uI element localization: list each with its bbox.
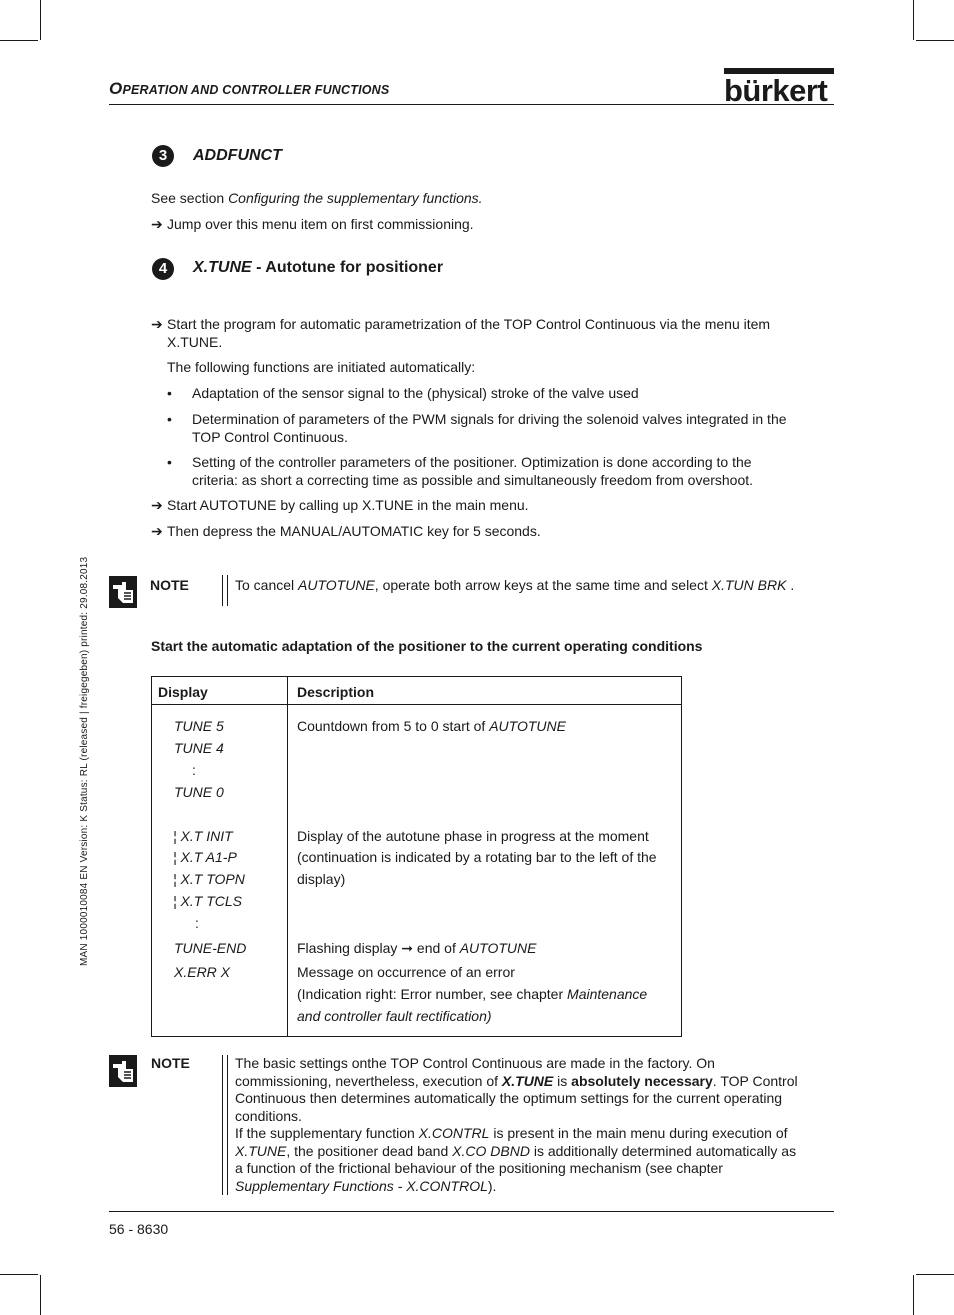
phase-code: X.T TOPN — [180, 871, 245, 887]
display-phase — [173, 890, 242, 912]
crop-mark-bl-v — [40, 1275, 41, 1315]
note-text: is additionally determined automatically as — [529, 1142, 797, 1159]
page-header-title — [109, 79, 389, 99]
bullet-text: Determination of parameters of the PWM signals for driving the solenoid valves integrated in the — [192, 411, 787, 427]
phase-code: X.T TCLS — [180, 893, 242, 909]
note-text: To cancel — [235, 577, 299, 593]
section-number-badge: 3 — [152, 145, 174, 167]
note-text: conditions. — [235, 1107, 302, 1124]
table-heading: Start the automatic adaptation of the positioner to the current operating conditions — [151, 638, 703, 654]
see-section-link: Configuring the supplementary functions. — [228, 190, 483, 206]
header-title-rest: PERATION AND CONTROLLER FUNCTIONS — [122, 83, 390, 97]
note-basic-settings — [235, 1055, 833, 1195]
note-text: . — [786, 577, 795, 593]
phase-code: X.T INIT — [180, 828, 233, 844]
arrow-icon: ➔ — [151, 316, 163, 332]
crop-mark-br-h — [916, 1274, 954, 1275]
display-tune0: TUNE 0 — [174, 784, 224, 800]
following-functions-text: The following functions are initiated automatically: — [167, 359, 476, 375]
note-label: NOTE — [150, 577, 189, 593]
bullet-text: Adaptation of the sensor signal to the (physical) stroke of the valve used — [192, 385, 639, 401]
note-text: , operate both arrow keys at the same time and select — [374, 577, 712, 593]
depress-key-instruction — [151, 523, 541, 541]
note-cancel-text — [235, 577, 794, 595]
hand-pointing-icon — [109, 576, 137, 608]
display-phase — [173, 825, 233, 847]
start-line-2: X.TUNE. — [167, 333, 223, 350]
rotating-bar-icon: ¦ — [173, 871, 177, 887]
column-header-display: Display — [158, 684, 208, 700]
note-text: , the positioner dead band — [286, 1142, 453, 1159]
crop-mark-tr-v — [913, 0, 914, 40]
jump-instruction — [151, 216, 474, 234]
display-description-table — [151, 676, 682, 1037]
desc-phase-2: (continuation is indicated by a rotating bar to the left of the — [297, 849, 657, 865]
crop-mark-tl-h — [0, 40, 38, 41]
list-item — [167, 454, 753, 489]
hand-pointing-icon — [109, 1055, 137, 1087]
start-line-1: Start the program for automatic parametrization of the TOP Control Continuous via the menu item — [167, 316, 771, 332]
title-code: X.TUNE — [193, 259, 252, 276]
document-status-sidebar: MAN 1000010084 EN Version: K Status: RL (released | freigegeben) printed: 29.08.2013 — [79, 556, 90, 966]
column-header-description: Description — [297, 684, 375, 700]
desc-code: AUTOTUNE — [459, 940, 537, 956]
desc-text: Countdown from 5 to 0 start of — [297, 718, 490, 734]
table-column-rule — [287, 677, 288, 1036]
crop-mark-tr-h — [916, 40, 954, 41]
display-error: X.ERR X — [174, 964, 231, 980]
desc-text: (Indication right: Error number, see chapter — [297, 986, 568, 1002]
desc-error-3: and controller fault rectification) — [297, 1008, 492, 1024]
desc-text: end of — [413, 940, 460, 956]
note-code: X.CONTRL — [418, 1125, 490, 1141]
display-phase — [173, 846, 237, 868]
phase-code: X.T A1-P — [180, 849, 237, 865]
header-title-initial: O — [109, 79, 123, 98]
list-item — [167, 411, 787, 446]
desc-code: AUTOTUNE — [489, 718, 566, 734]
bullet-text-cont: criteria: as short a correcting time as possible and simultaneously freedom from overshoot. — [192, 471, 754, 488]
start-autotune-instruction — [151, 497, 529, 515]
desc-error-1: Message on occurrence of an error — [297, 964, 515, 980]
note-divider — [222, 575, 228, 606]
header-rule — [109, 104, 834, 105]
list-item — [167, 385, 639, 403]
start-autotune-text: Start AUTOTUNE by calling up X.TUNE in the main menu. — [167, 497, 529, 513]
title-rest: - Autotune for positioner — [251, 259, 444, 276]
note-code: X.TUN BRK — [711, 577, 787, 593]
bullet-icon: • — [167, 454, 172, 470]
note-code: AUTOTUNE — [298, 577, 375, 593]
note-label: NOTE — [151, 1055, 190, 1071]
arrow-icon: ➔ — [151, 497, 163, 513]
depress-text: Then depress the MANUAL/AUTOMATIC key for 5 seconds. — [167, 523, 541, 539]
jump-text: Jump over this menu item on first commissioning. — [167, 216, 474, 232]
rotating-bar-icon: ¦ — [173, 849, 177, 865]
section-number-badge: 4 — [152, 258, 174, 280]
display-ellipsis: : — [195, 915, 199, 931]
section-title-addfunct: ADDFUNCT — [193, 147, 282, 164]
note-text: commissioning, nevertheless, execution of — [235, 1072, 502, 1089]
desc-phase-1: Display of the autotune phase in progress at the moment — [297, 828, 649, 844]
desc-error-2 — [297, 983, 647, 1005]
logo-text: bürkert — [724, 73, 828, 104]
note-text: is — [553, 1072, 572, 1089]
desc-flashing — [297, 937, 536, 959]
desc-text: Flashing display — [297, 940, 402, 956]
note-text: ). — [487, 1177, 497, 1194]
bullet-icon: • — [167, 385, 172, 401]
display-phase — [173, 868, 245, 890]
arrow-icon: ➔ — [151, 216, 163, 232]
note-emphasis: absolutely necessary — [571, 1072, 713, 1089]
table-header-rule — [152, 704, 681, 705]
display-tune5: TUNE 5 — [174, 718, 224, 734]
rotating-bar-icon: ¦ — [173, 893, 177, 909]
bullet-icon: • — [167, 411, 172, 427]
arrow-right-icon: ➞ — [401, 940, 414, 956]
see-section-text — [151, 190, 483, 208]
note-code: X.TUNE — [235, 1142, 287, 1159]
note-text: is present in the main menu during execution of — [489, 1125, 788, 1141]
crop-mark-br-v — [913, 1275, 914, 1315]
crop-mark-tl-v — [40, 0, 41, 40]
note-text: . TOP Control — [712, 1072, 798, 1089]
note-chapter-ref: Supplementary Functions - X.CONTROL — [235, 1177, 488, 1194]
note-text: If the supplementary function — [235, 1125, 419, 1141]
bullet-text: Setting of the controller parameters of the positioner. Optimization is done according to the — [192, 454, 752, 470]
arrow-icon: ➔ — [151, 523, 163, 539]
desc-chapter-ref: Maintenance — [567, 986, 648, 1002]
note-code: X.TUNE — [501, 1072, 554, 1089]
start-program-instruction — [151, 316, 831, 351]
note-text: The basic settings onthe TOP Control Continuous are made in the factory. On — [235, 1055, 715, 1071]
see-prefix: See section — [151, 190, 229, 206]
display-ellipsis: : — [192, 762, 196, 778]
burkert-logo — [724, 66, 834, 104]
note-divider — [222, 1055, 228, 1195]
note-code: X.CO DBND — [452, 1142, 530, 1159]
crop-mark-bl-h — [0, 1274, 38, 1275]
display-tune4: TUNE 4 — [174, 740, 224, 756]
section-title-xtune — [193, 259, 443, 277]
display-tune-end: TUNE-END — [174, 940, 247, 956]
note-text: a function of the frictional behaviour of the positioning mechanism (see chapter — [235, 1160, 723, 1176]
desc-countdown — [297, 715, 566, 737]
desc-phase-3: display) — [297, 871, 346, 887]
bullet-text-cont: TOP Control Continuous. — [192, 428, 348, 445]
page-number: 56 - 8630 — [109, 1221, 169, 1237]
rotating-bar-icon: ¦ — [173, 828, 177, 844]
note-text: Continuous then determines automatically the optimum settings for the current operating — [235, 1090, 783, 1106]
footer-rule — [109, 1211, 834, 1212]
